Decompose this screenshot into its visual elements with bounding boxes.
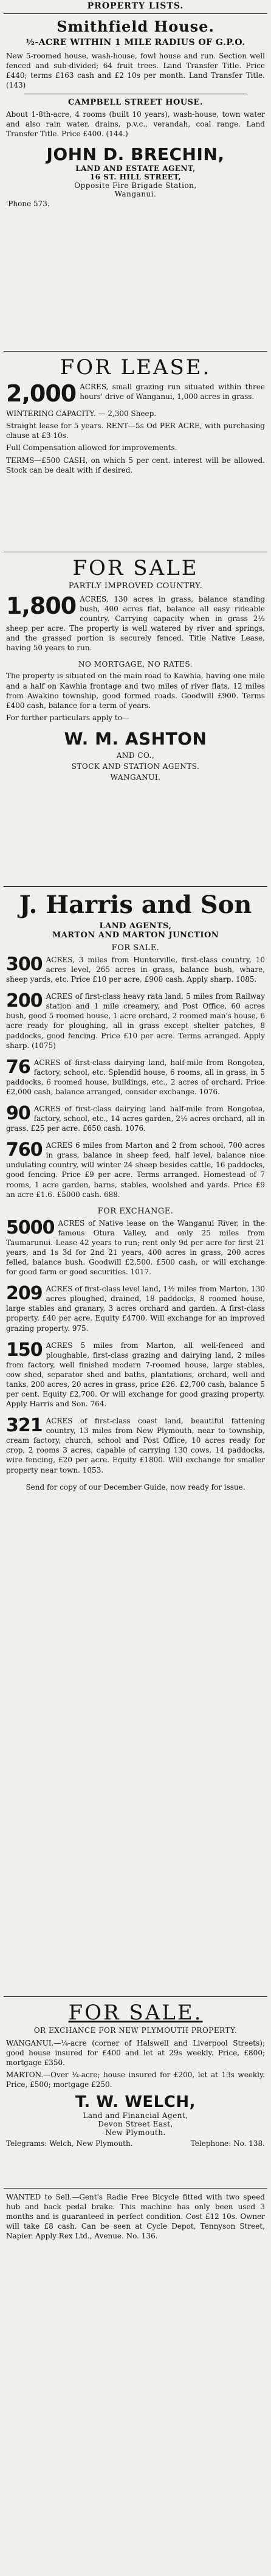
listing-text: ACRES of first-class dairying land half-mile from Rongotea, factory, school, etc., 14 acres garden, 2½ acres orchard, all in grass. £25 per acre. £650 cash. 1076. <box>6 1105 265 1133</box>
listing-acreage: 300 <box>6 955 43 975</box>
listing-text: ACRES of Native lease on the Wanganui River, in the famous Otura Valley, and only 25 miles from Taumarunui. Lease 42 years to run; rent only 9d per acre for first 21 years, and 1s 3d for 2nd 21 years, 400 acres in grass, 200 acres felled, balance bush. Goodwill £2,500. £500 cash, or will exchange for good farm or good securities. 1017. <box>6 1218 265 1277</box>
harris-title: J. Harris and Son <box>19 890 252 919</box>
harris-ad <box>4 887 267 1997</box>
listing-acreage: 200 <box>6 991 43 1012</box>
smithfield-ad <box>4 14 267 352</box>
page-title: PROPERTY LISTS. <box>87 1 184 11</box>
listing-acreage: 5000 <box>6 1218 55 1238</box>
wanted-ad <box>4 2189 267 2248</box>
ashton-title: FOR SALE <box>72 556 199 580</box>
harris-footer: Send for copy of our December Guide, now ready for issue. <box>26 1482 245 1491</box>
listing-acreage: 76 <box>6 1057 30 1078</box>
listing-acreage: 321 <box>6 1416 43 1437</box>
harris-listing <box>6 1058 265 1099</box>
listing-text: ACRES, 3 miles from Hunterville, first-class country, 10 acres level, 265 acres in grass, balance bush, whare, sheep yards, etc. Price £10 per acre, £900 cash. Apply sharp. 1085. <box>6 956 265 984</box>
ashton-nomortgage: NO MORTGAGE, NO RATES. <box>78 660 193 669</box>
welch-agent-name: T. W. WELCH, <box>75 2093 196 2112</box>
ashton-ad <box>4 552 267 887</box>
listing-text: ACRES of first-class level land, 1½ miles from Marton, 130 acres ploughed, drained, 18 paddocks, 8 roomed house, large stables and granary, 3 acres orchard and garden. A first-class property. £40 per acre. Equity £4700. Will exchange for an improved grazing property. 975. <box>6 1285 265 1333</box>
ashton-item <box>6 594 265 655</box>
ashton-body1: ACRES, 130 acres in grass, balance standing bush, 400 acres flat, balance all easy rideable country. Carrying capacity when in grass 2½ sheep per acre. The property is well watered by river and springs, and the grassed portion is securely fenced. Title Native Lease, having 50 years to run. <box>6 595 265 653</box>
brechin-line1: LAND AND ESTATE AGENT, <box>75 164 196 173</box>
welch-contacts <box>6 2139 265 2148</box>
harris-line1: LAND AGENTS, <box>99 922 172 931</box>
harris-listing <box>6 955 265 987</box>
harris-listing <box>6 1218 265 1279</box>
lease-acreage: 2,000 <box>6 382 77 404</box>
smithfield-subtitle: ½-ACRE WITHIN 1 MILE RADIUS OF G.P.O. <box>26 38 245 47</box>
welch-title: FOR SALE. <box>68 2001 203 2025</box>
smithfield-title: Smithfield House. <box>57 18 214 35</box>
ashton-line1: AND CO., <box>116 751 155 760</box>
smithfield-body: New 5-roomed house, wash-house, fowl house and run. Section well fenced and sub-divided; 64 fruit trees. Land Transfer Title. Price £440; terms £163 cash and £2 10s per month. Land Transfer Title. (143) <box>6 52 265 90</box>
brechin-line3: Opposite Fire Brigade Station, <box>74 181 197 190</box>
lease-item <box>6 382 265 404</box>
campbell-subtitle: CAMPBELL STREET HOUSE. <box>68 98 203 108</box>
ashton-line2: STOCK AND STATION AGENTS. <box>71 762 200 771</box>
for-lease-ad <box>4 352 267 552</box>
listing-text: ACRES of first-class coast land, beautiful fattening country, 13 miles from New Plymouth, near to township, cream factory, church, school and Post Office, 10 acres ready for crop, 2 rooms 3 acres, capable of carrying 130 cows, 14 paddocks, wire fencing, £20 per acre. Equity £1800. Will exchange for smaller property near town. 1053. <box>6 1417 265 1474</box>
welch-line2: Devon Street East, <box>98 2120 173 2129</box>
welch-telegrams: Telegrams: Welch, New Plymouth. <box>6 2139 133 2148</box>
brechin-agent-name: JOHN D. BRECHIN, <box>46 144 225 164</box>
listing-text: ACRES 6 miles from Marton and 2 from school, 700 acres in grass, balance in sheep feed, half level, balance nice undulating country, will winter 24 sheep besides cattle, 16 paddocks, good fencing. Price £9 per acre. Terms arranged. Homestead of 7 rooms, 1 acre garden, barns, stables, woolshed and yards. Price £9 an acre £1.6. £5000 cash. 688. <box>6 1141 265 1199</box>
listing-acreage: 209 <box>6 1284 43 1305</box>
harris-listing <box>6 1341 265 1412</box>
listing-text: ACRES of first-class heavy rata land, 5 miles from Railway station and 1 mile creamery, and Post Office, 60 acres bush, good 5 roomed house, 1 acre orchard, 2 roomed man's house, 6 acre ready for ploughing, all in grass except shelter patches, 8 paddocks, good fencing. Price £10 per acre. Terms arranged. Apply sharp. (1075) <box>6 992 265 1050</box>
harris-exchange-heading: FOR EXCHANGE. <box>97 1206 174 1216</box>
lease-body2: Straight lease for 5 years. RENT—5s Od PER ACRE, with purchasing clause at £3 10s. <box>6 422 265 440</box>
listing-acreage: 760 <box>6 1140 43 1161</box>
lease-body1: ACRES, small grazing run situated within three hours' drive of Wanganui, 1,000 acres in grass. <box>80 383 265 401</box>
page-header <box>4 0 267 14</box>
ashton-body2: The property is situated on the main road to Kawhia, having one mile and a half on Kawhia frontage and two miles of river flats, 12 miles from Awakino township, good formed roads. Goodwill £900. Terms £400 cash, balance for a term of years. <box>6 672 265 710</box>
wanted-body: WANTED to Sell.—Gent's Radie Free Bicycle fitted with two speed hub and back pedal brake. This machine has only been used 3 months and is guaranteed in perfect condition. Cost £12 10s. Owner will take £8 cash. Can be seen at Cycle Depot, Tennyson Street, Napier. Apply Rex Ltd., Avenue. No. 136. <box>6 2193 265 2241</box>
listing-text: ACRES of first-class dairying land, half-mile from Rongotea, factory, school, etc. Splendid house, 6 rooms, all in grass, in 5 paddocks, 6 roomed house, buildings, etc., 2 acres of orchard. Price £2,000 cash, balance arranged, consider exchange. 1076. <box>6 1058 265 1096</box>
harris-listing <box>6 1416 265 1477</box>
ashton-line3: WANGANUI. <box>110 772 161 782</box>
brechin-line4: Wanganui. <box>114 189 157 198</box>
welch-line1: Land and Financial Agent, <box>83 2111 188 2120</box>
welch-subtitle: OR EXCHANCE FOR NEW PLYMOUTH PROPERTY. <box>33 2026 238 2035</box>
ashton-subtitle: PARTLY IMPROVED COUNTRY. <box>68 582 203 591</box>
lease-wintering: WINTERING CAPACITY. — 2,300 Sheep. <box>6 409 157 418</box>
brechin-line2: 16 ST. HILL STREET, <box>89 172 182 181</box>
harris-forsale: FOR SALE. <box>111 943 160 953</box>
welch-body2: MARTON.—Over ¼-acre; house insured for £200, let at 13s weekly. Price, £500; mortgage £250. <box>6 2071 265 2089</box>
harris-listing <box>6 991 265 1052</box>
lease-body4: TERMS—£500 CASH, on which 5 per cent. interest will be allowed. Stock can be dealt with if desired. <box>6 456 265 474</box>
welch-ad <box>4 1997 267 2189</box>
welch-line3: New Plymouth. <box>105 2128 166 2137</box>
listing-acreage: 150 <box>6 1340 43 1361</box>
harris-listing <box>6 1104 265 1136</box>
campbell-body: About 1-8th-acre, 4 rooms (built 10 years), wash-house, town water and also rain water, drains, p.v.c., verandah, coal range. Land Transfer Title. Price £400. (144.) <box>6 110 265 139</box>
welch-body1: WANGANUI.—¼-acre (corner of Halswell and Liverpool Streets); good house insured for £400 and let at 29s weekly. Price, £800; mortgage £350. <box>6 2039 265 2067</box>
brechin-phone: 'Phone 573. <box>6 199 50 208</box>
welch-telephone: Telephone: No. 138. <box>190 2139 265 2148</box>
harris-line2: MARTON AND MARTON JUNCTION <box>52 931 219 940</box>
harris-listing <box>6 1140 265 1201</box>
ashton-acreage: 1,800 <box>6 594 77 619</box>
lease-body3: Full Compensation allowed for improvements. <box>6 443 177 453</box>
listing-text: ACRES 5 miles from Marton, all well-fenced and ploughable, first-class grazing and dairying land, 2 miles from factory, well finished modern 7-roomed house, large stables, cow shed, separator shed and baths, plantations, orchard, well and tanks, 200 acres, 20 acres in grass, price £26. £2,700 cash, balance 5 per cent. Equity £2,700. Or will exchange for good grazing property. Apply Harris and Son. 764. <box>6 1341 265 1409</box>
ashton-agent-name: W. M. ASHTON <box>64 728 207 749</box>
harris-listing <box>6 1284 265 1335</box>
listing-acreage: 90 <box>6 1104 30 1125</box>
for-lease-title: FOR LEASE. <box>60 355 211 380</box>
ashton-body3: For further particulars apply to— <box>6 713 129 722</box>
